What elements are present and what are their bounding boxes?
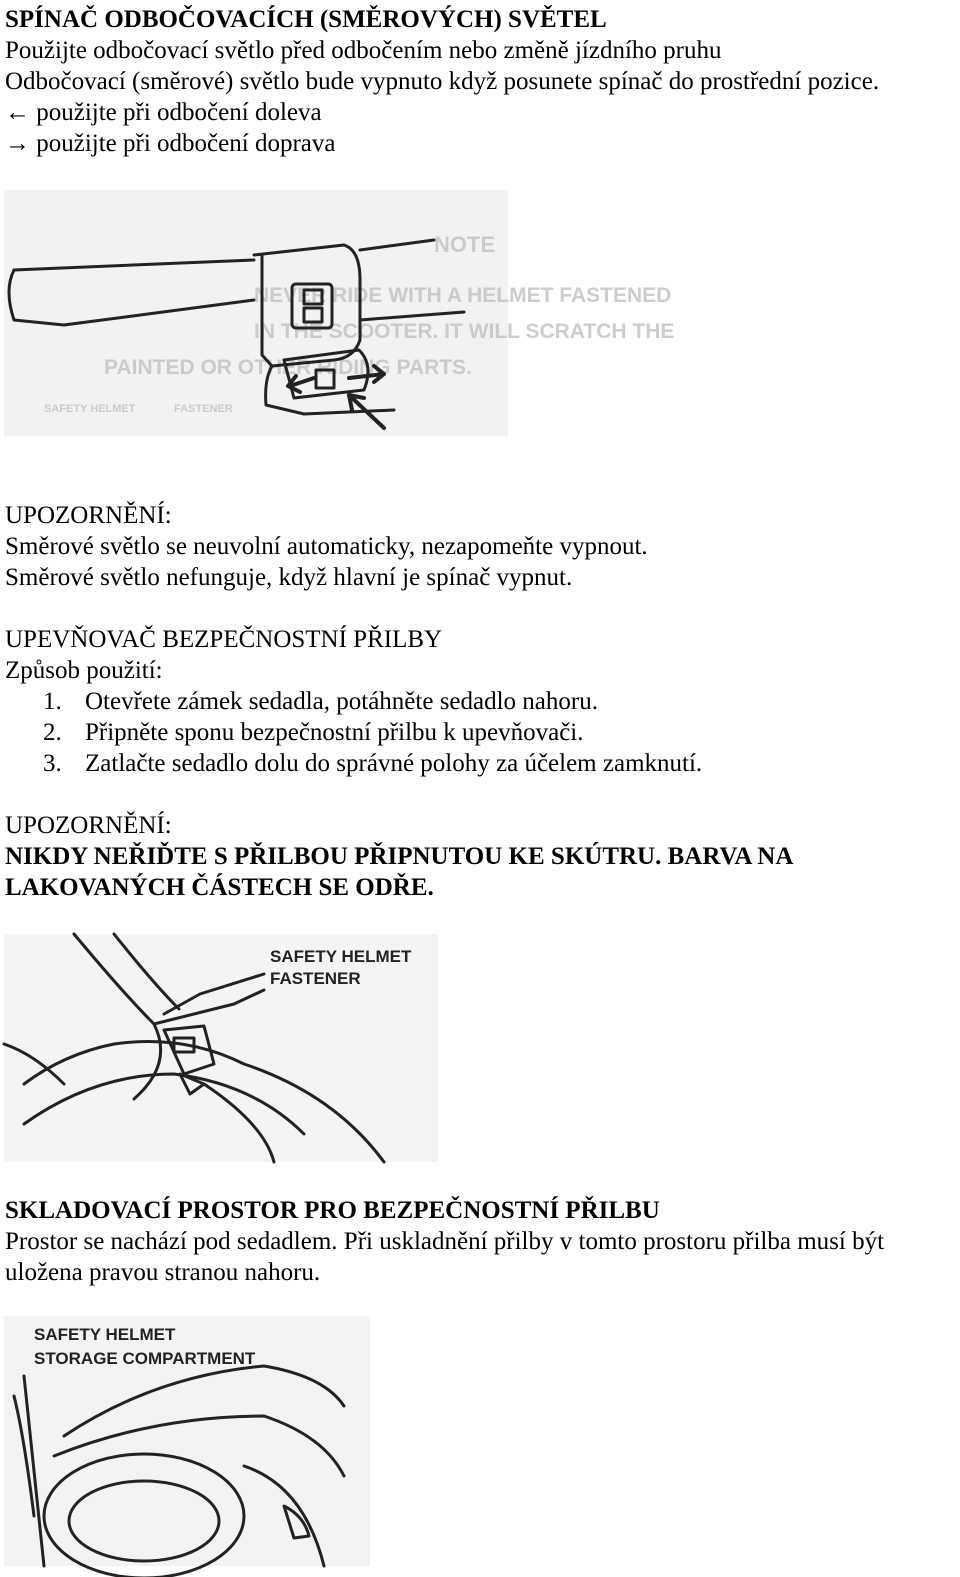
helmet-fastener-drawing: [4, 934, 438, 1162]
helmet-storage-drawing: [4, 1316, 370, 1566]
fig2-label-line-1: SAFETY HELMET: [270, 947, 412, 966]
helmet-warning: [5, 810, 955, 903]
warning2-colon: :: [164, 812, 172, 839]
fig1-note-label: NOTE: [434, 232, 496, 257]
step-item-1: [5, 686, 955, 717]
helmet-storage-section: [5, 1195, 955, 1288]
turn-signal-line-right: → použijte při odbočení doprava: [5, 130, 336, 157]
step-number: 2.: [43, 719, 62, 746]
step-number: 3.: [43, 750, 62, 777]
fig1-small-label-1: SAFETY HELMET: [44, 403, 136, 415]
step-text: Zatlačte sedadlo dolu do správné polohy za účelem zamknutí.: [85, 750, 703, 777]
handlebar-switch-drawing: [4, 190, 675, 436]
helmet-fastener-title: UPEVŇOVAČ BEZPEČNOSTNÍ PŘILBY: [5, 626, 443, 653]
fig3-label-line-1: SAFETY HELMET: [34, 1325, 176, 1344]
helmet-storage-title: SKLADOVACÍ PROSTOR PRO BEZPEČNOSTNÍ PŘILBU: [5, 1197, 660, 1224]
helmet-fastener-section: [5, 624, 955, 779]
helmet-storage-text: Prostor se nachází pod sedadlem. Při uskladnění přilby v tomto prostoru přilba musí být uložena pravou stranou nahoru.: [5, 1228, 885, 1286]
step-item-2: [5, 717, 955, 748]
warning1-line-1: Směrové světlo se neuvolní automaticky, nezapomeňte vypnout.: [5, 533, 648, 560]
turn-signal-line-2: Odbočovací (směrové) světlo bude vypnuto když posunete spínač do prostřední pozice.: [5, 68, 880, 95]
warning1-colon: :: [164, 502, 172, 529]
helmet-fastener-illustration: [4, 934, 438, 1162]
step-text: Otevřete zámek sedadla, potáhněte sedadlo nahoru.: [85, 688, 598, 715]
warning2-heading: UPOZORNĚNÍ: [5, 812, 165, 839]
fig2-label-line-2: FASTENER: [270, 969, 361, 988]
fig3-label-line-2: STORAGE COMPARTMENT: [34, 1349, 256, 1368]
turn-signal-warning: [5, 500, 955, 593]
step-number: 1.: [43, 688, 62, 715]
step-item-3: [5, 748, 955, 779]
turn-signal-line-1: Použijte odbočovací světlo před odbočením nebo změně jízdního pruhu: [5, 37, 722, 64]
turn-signal-title: SPÍNAČ ODBOČOVACÍCH (SMĚROVÝCH) SVĚTEL: [5, 6, 607, 33]
warning1-heading: UPOZORNĚNÍ: [5, 502, 165, 529]
fig1-small-label-2: FASTENER: [174, 403, 233, 415]
fig1-caption-line-1: NEVER RIDE WITH A HELMET FASTENED: [254, 284, 672, 307]
helmet-fastener-subtitle: Způsob použití:: [5, 657, 163, 684]
warning1-line-2: Směrové světlo nefunguje, když hlavní je spínač vypnut.: [5, 564, 573, 591]
step-text: Připněte sponu bezpečnostní přilbu k upevňovači.: [85, 719, 584, 746]
warning2-text: NIKDY NEŘIĎTE S PŘILBOU PŘIPNUTOU KE SKÚTRU. BARVA NA LAKOVANÝCH ČÁSTECH SE ODŘE.: [5, 843, 792, 901]
helmet-storage-illustration: [4, 1316, 370, 1566]
turn-signal-section: [5, 4, 955, 159]
turn-signal-switch-illustration: [4, 190, 675, 436]
turn-signal-line-left: ← použijte při odbočení doleva: [5, 99, 322, 126]
fig1-caption-line-2: IN THE SCOOTER. IT WILL SCRATCH THE: [254, 320, 675, 343]
fig1-caption-line-3: PAINTED OR OTHER RIDING PARTS.: [104, 356, 472, 379]
